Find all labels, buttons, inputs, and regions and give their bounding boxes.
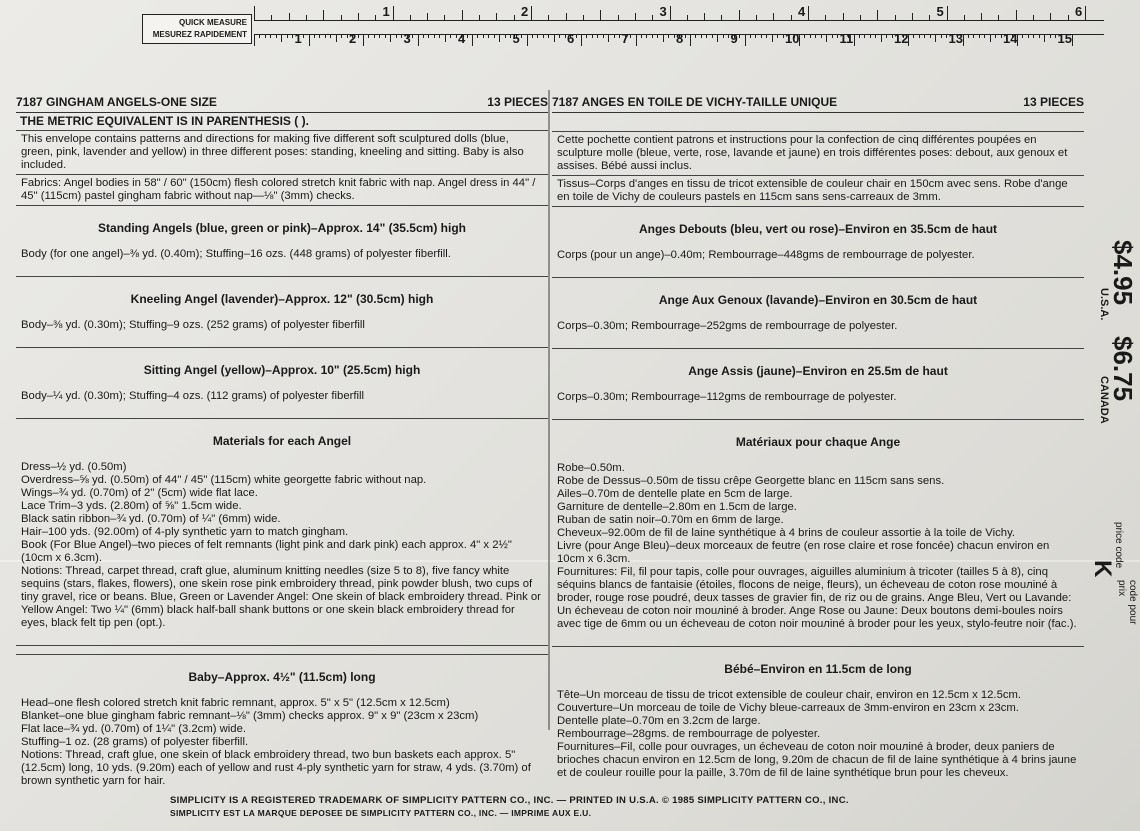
cm-tick <box>706 34 707 38</box>
cm-tick <box>717 34 718 42</box>
sitting-body: Body–¼ yd. (0.30m); Stuffing–4 ozs. (112 grams) of polyester fiberfill <box>21 390 365 402</box>
inch-tick <box>600 10 601 20</box>
cm-tick <box>521 34 522 38</box>
cm-tick <box>254 34 255 46</box>
english-pieces: 13 PIECES <box>487 95 548 109</box>
cm-tick <box>581 34 582 46</box>
inch-tick <box>825 15 826 20</box>
genoux-body: Corps–0.30m; Rembourrage–252gms de rembourrage de polyester. <box>557 320 898 332</box>
standing-body: Body (for one angel)–⅜ yd. (0.40m); Stuffing–16 ozs. (448 grams) of polyester fiberfill. <box>21 248 451 260</box>
quick-measure-en: QUICK MEASURE <box>178 18 247 27</box>
copyright-footer <box>170 795 849 819</box>
english-instructions <box>16 96 548 803</box>
cm-tick <box>336 34 337 42</box>
cm-tick <box>674 34 675 38</box>
cm-tick <box>1055 34 1056 38</box>
cm-tick <box>913 34 914 38</box>
inch-tick <box>877 10 878 20</box>
cm-tick <box>712 34 713 38</box>
cm-label: 10 <box>785 31 800 46</box>
materials-list: Dress–½ yd. (0.50m) Overdress–⅝ yd. (0.50m) of 44" / 45" (115cm) white georgette fabric without nap. Wings–¾ yd. (0.70m) of 2" (5cm) wide flat lace. Lace Trim–3 yds. (2.80m) of ⅝" 1.5cm wide. Black satin ribbon–¾ yd. (0.70m) of ¼" (6mm) wide. Hair–100 yds. (92.00m) of 4-ply synthetic yarn to match gingham. Book (For Blue Angel)–two pieces of felt remnants (light pink and dark pink) each approx. 4" x 2½" (10cm x 6.3cm). Notions: Thread, carpet thread, craft glue, aluminum knitting needles (size 5 to 8), five fancy white sequins (stars, flakes, flowers), one skein rose pink embroidery thread, pink powder blush, two cups of tiny gravel, rice or beans. Blue, Green or Lavender Angel: One skein of black embroidery thread. Pink or Yellow Angel: Two ¼" (6mm) black half-ball shank buttons or one skein black embroidery thread for eyes, black felt tip pen (opt.). <box>21 461 541 629</box>
cm-tick <box>935 34 936 42</box>
inch-tick <box>808 6 809 20</box>
inch-tick <box>652 15 653 20</box>
inch-tick <box>1068 15 1069 20</box>
cm-label: 12 <box>894 31 909 46</box>
english-header <box>16 96 548 113</box>
inch-label: 6 <box>1075 4 1083 19</box>
genoux-heading: Ange Aux Genoux (lavande)–Environ en 30.5cm de haut <box>658 293 978 307</box>
cm-tick <box>281 34 282 42</box>
inch-label: 2 <box>521 4 529 19</box>
inch-tick <box>912 13 913 20</box>
cm-tick <box>412 34 413 38</box>
inch-tick <box>393 6 394 20</box>
cm-tick <box>303 34 304 38</box>
materiaux-list: Robe–0.50m. Robe de Dessus–0.50m de tissu crêpe Georgette blanc en 115cm sans sens. Ailes–0.70m de dentelle plate en 5cm de large. Garniture de dentelle–2.80m en 1.5cm de large. Ruban de satin noir–0.70m en 6mm de large. Cheveux–92.00m de fil de laine synthétique à 4 brins de couleur assortie à la toile de Vichy. Livre (pour Ange Bleu)–deux morceaux de feutre (en rose claire et rose foncée) chacun environ en 10cm x 6.3cm. Fournitures: Fil, fil pour tapis, colle pour ouvrages, aiguilles aluminium à tricoter (tailles 5 à 8), cinq séquins blancs de fantaisie (étoiles, flocons de neige, fleurs), un écheveau de coton rose mouлiné à broder, rouge rose poudré, deux tasses de gravier fin, de riz ou de grains. Ange Bleu, Vert ou Lavande: Un écheveau de coton noir mouлiné à broder. Ange Rose ou Jaune: Deux boutons demi-boules noirs avec tige de 6mm ou un écheveau de coton noir mouлiné à broder pour les yeux, stylo-feutre noir (fac.). <box>557 462 1077 630</box>
cm-tick <box>832 34 833 38</box>
cm-tick <box>477 34 478 38</box>
inch-tick <box>514 15 515 20</box>
cm-tick <box>341 34 342 38</box>
cm-tick <box>287 34 288 38</box>
inch-tick <box>479 15 480 20</box>
french-title: 7187 ANGES EN TOILE DE VICHY-TAILLE UNIQUE <box>552 95 838 109</box>
cm-tick <box>374 34 375 38</box>
cm-label: 5 <box>512 31 520 46</box>
price-code-fr: code pour prix <box>1116 580 1138 625</box>
cm-tick <box>499 34 500 42</box>
inch-tick <box>773 13 774 20</box>
inch-tick <box>427 13 428 20</box>
cm-tick <box>930 34 931 38</box>
assis-body: Corps–0.30m; Rembourrage–112gms de rembourrage de polyester. <box>557 391 897 403</box>
inch-tick <box>496 13 497 20</box>
cm-tick <box>597 34 598 38</box>
price-code-label: price code <box>1113 522 1124 569</box>
inch-tick <box>860 15 861 20</box>
cm-tick <box>728 34 729 38</box>
cm-tick <box>663 34 664 42</box>
cm-tick <box>984 34 985 38</box>
footer-english: SIMPLICITY IS A REGISTERED TRADEMARK OF SIMPLICITY PATTERN CO., INC. — PRINTED IN U.S.A. © 1985 SIMPLICITY PATTERN CO., INC. <box>170 795 849 806</box>
sitting-heading: Sitting Angel (yellow)–Approx. 10" (25.5cm) high <box>143 363 421 377</box>
cm-tick <box>968 34 969 38</box>
inch-tick <box>981 13 982 20</box>
cm-tick <box>864 34 865 38</box>
inch-tick <box>1016 10 1017 20</box>
cm-tick <box>657 34 658 38</box>
kneeling-heading: Kneeling Angel (lavender)–Approx. 12" (30.5cm) high <box>130 292 434 306</box>
inch-tick <box>323 10 324 20</box>
cm-tick <box>641 34 642 38</box>
price-code: K <box>1089 560 1116 578</box>
inch-tick <box>566 13 567 20</box>
cm-tick <box>881 34 882 42</box>
cm-label: 11 <box>839 31 854 46</box>
french-header <box>552 96 1084 113</box>
inch-tick <box>531 6 532 20</box>
cm-tick <box>554 34 555 42</box>
inch-tick <box>358 13 359 20</box>
inch-tick <box>618 15 619 20</box>
cm-tick <box>630 34 631 38</box>
price-usa: $4.95 <box>1108 240 1138 306</box>
cm-tick <box>701 34 702 38</box>
cm-tick <box>668 34 669 38</box>
inch-tick <box>998 15 999 20</box>
english-intro: This envelope contains patterns and directions for making five different soft sculptured dolls (blue, green, pink, lavender and yellow) in three different poses: standing, kneeling and sitting. Baby is also included. <box>16 131 548 175</box>
cm-tick <box>1044 34 1045 42</box>
cm-tick <box>810 34 811 38</box>
cm-tick <box>543 34 544 38</box>
inch-tick <box>1085 6 1086 20</box>
cm-tick <box>586 34 587 38</box>
cm-tick <box>919 34 920 38</box>
cm-tick <box>434 34 435 38</box>
cm-tick <box>358 34 359 38</box>
cm-tick <box>488 34 489 38</box>
inch-tick <box>704 13 705 20</box>
cm-tick <box>924 34 925 38</box>
standing-heading: Standing Angels (blue, green or pink)–Approx. 14" (35.5cm) high <box>98 221 466 235</box>
cm-tick <box>537 34 538 38</box>
inch-tick <box>895 15 896 20</box>
cm-tick <box>396 34 397 38</box>
cm-tick <box>472 34 473 46</box>
cm-tick <box>886 34 887 38</box>
cm-label: 4 <box>458 31 466 46</box>
inch-tick <box>843 13 844 20</box>
cm-tick <box>826 34 827 42</box>
inch-tick <box>791 15 792 20</box>
cm-tick <box>576 34 577 38</box>
cm-tick <box>385 34 386 38</box>
cm-tick <box>1050 34 1051 38</box>
cm-tick <box>859 34 860 38</box>
cm-tick <box>532 34 533 38</box>
cm-label: 9 <box>730 31 738 46</box>
inch-tick <box>670 6 671 20</box>
cm-tick <box>608 34 609 42</box>
cm-tick <box>755 34 756 38</box>
cm-tick <box>505 34 506 38</box>
assis-heading: Ange Assis (jaune)–Environ en 25.5m de haut <box>688 364 948 378</box>
cm-tick <box>483 34 484 38</box>
quick-measure-ruler <box>142 4 1104 46</box>
cm-tick <box>559 34 560 38</box>
cm-tick <box>739 34 740 38</box>
inch-tick <box>739 10 740 20</box>
debout-body: Corps (pour un ange)–0.40m; Rembourrage–448gms de rembourrage de polyester. <box>557 249 975 261</box>
footer-french: SIMPLICITY EST LA MARQUE DEPOSEE DE SIMPLICITY PATTERN CO., INC. — IMPRIME AUX E.U. <box>170 808 592 818</box>
inch-tick <box>721 15 722 20</box>
cm-label: 2 <box>349 31 357 46</box>
cm-tick <box>1022 34 1023 38</box>
inch-tick <box>964 15 965 20</box>
cm-tick <box>603 34 604 38</box>
cm-label: 7 <box>621 31 629 46</box>
inch-tick <box>687 15 688 20</box>
cm-tick <box>979 34 980 38</box>
quick-measure-fr: MESUREZ RAPIDEMENT <box>152 30 247 39</box>
inch-tick <box>1033 15 1034 20</box>
cm-tick <box>652 34 653 38</box>
debout-heading: Anges Debouts (bleu, vert ou rose)–Environ en 35.5cm de haut <box>638 222 998 236</box>
cm-tick <box>783 34 784 38</box>
cm-tick <box>695 34 696 38</box>
english-title: 7187 GINGHAM ANGELS-ONE SIZE <box>16 95 217 109</box>
english-fabrics: Fabrics: Angel bodies in 58" / 60" (150cm) flesh colored stretch knit fabric with nap. Angel dress in 44" / 45" (115cm) pastel gingham fabric without nap—⅛" (3mm) checks. <box>16 175 548 206</box>
cm-label: 6 <box>567 31 575 46</box>
cm-tick <box>309 34 310 46</box>
cm-tick <box>614 34 615 38</box>
inch-label: 5 <box>936 4 944 19</box>
cm-tick <box>941 34 942 38</box>
baby-heading: Baby–Approx. 4½" (11.5cm) long <box>188 670 376 684</box>
cm-label: 15 <box>1057 31 1072 46</box>
cm-tick <box>368 34 369 38</box>
inch-tick <box>583 15 584 20</box>
cm-tick <box>990 34 991 42</box>
cm-tick <box>347 34 348 38</box>
price-canada-label: CANADA <box>1098 376 1110 424</box>
french-pieces: 13 PIECES <box>1023 95 1084 109</box>
cm-tick <box>445 34 446 42</box>
cm-tick <box>292 34 293 38</box>
cm-tick <box>467 34 468 38</box>
cm-tick <box>494 34 495 38</box>
french-instructions <box>552 96 1084 795</box>
inch-tick <box>548 15 549 20</box>
cm-tick <box>636 34 637 46</box>
cm-tick <box>1039 34 1040 38</box>
inch-label: 4 <box>798 4 806 19</box>
cm-label: 8 <box>676 31 684 46</box>
bebe-list: Tête–Un morceau de tissu de tricot extensible de couleur chair, environ en 12.5cm x 12.5cm. Couverture–Un morceau de toile de Vichy bleue-carreaux de 3mm-environ en 23cm x 23cm. Dentelle plate–0.70m en 3.2cm de large. Rembourrage–28gms. de rembourrage de polyester. Fournitures–Fil, colle pour ouvrages, un écheveau de coton noir mouлiné à broder, deux paniers de brioches chacun environ en 12.5cm de long, 9.20m de chacun de fil de laine synthétique à 4 brins jaune et de couleur rouille pour la paille, 3.70m de fil de laine synthétique brun pour les cheveux. <box>557 689 1077 779</box>
cm-tick <box>456 34 457 38</box>
cm-tick <box>276 34 277 38</box>
cm-tick <box>875 34 876 38</box>
cm-tick <box>646 34 647 38</box>
cm-tick <box>685 34 686 38</box>
quick-measure-label <box>142 14 252 44</box>
cm-tick <box>745 34 746 46</box>
cm-tick <box>592 34 593 38</box>
inch-tick <box>341 15 342 20</box>
cm-tick <box>1033 34 1034 38</box>
cm-tick <box>804 34 805 38</box>
cm-tick <box>761 34 762 38</box>
cm-tick <box>723 34 724 38</box>
cm-tick <box>527 34 528 46</box>
cm-tick <box>946 34 947 38</box>
inch-scale-line <box>254 20 1104 21</box>
french-tissus: Tissus–Corps d'anges en tissu de tricot extensible de couleur chair en 150cm avec sens. Robe d'ange en toile de Vichy de couleurs pastels en 115cm sans sens-carreaux de 3mm. <box>552 176 1084 207</box>
cm-tick <box>1001 34 1002 38</box>
cm-tick <box>854 34 855 46</box>
inch-tick <box>306 15 307 20</box>
cm-tick <box>995 34 996 38</box>
cm-tick <box>270 34 271 38</box>
cm-tick <box>973 34 974 38</box>
materiaux-heading: Matériaux pour chaque Ange <box>735 435 901 449</box>
cm-tick <box>772 34 773 42</box>
inch-tick <box>929 15 930 20</box>
inch-tick <box>635 13 636 20</box>
bebe-heading: Bébé–Environ en 11.5cm de long <box>724 662 912 676</box>
metric-note: THE METRIC EQUIVALENT IS IN PARENTHESIS ( ). <box>16 113 548 131</box>
price-usa-label: U.S.A. <box>1098 288 1110 321</box>
cm-tick <box>565 34 566 38</box>
cm-tick <box>766 34 767 38</box>
cm-tick <box>510 34 511 38</box>
cm-tick <box>892 34 893 38</box>
cm-tick <box>450 34 451 38</box>
cm-tick <box>815 34 816 38</box>
baby-list: Head–one flesh colored stretch knit fabric remnant, approx. 5" x 5" (12.5cm x 12.5cm) Blanket–one blue gingham fabric remnant–⅛" (3mm) checks approx. 9" x 9" (23cm x 23cm) Flat lace–¾ yd. (0.70m) of 1¼" (3.2cm) wide. Stuffing–1 oz. (28 grams) of polyester fiberfill. Notions: Thread, craft glue, one skein of black embroidery thread, two bun baskets each approx. 5" (12.5cm) long, 10 yds. (9.20m) each of yellow and rust 4-ply synthetic yarn for straw, 4 yds. (3.70m) of brown synthetic yarn for hair. <box>21 697 531 787</box>
price-sidebar <box>1089 240 1138 660</box>
cm-tick <box>750 34 751 38</box>
cm-tick <box>1028 34 1029 38</box>
inch-tick <box>444 15 445 20</box>
cm-tick <box>265 34 266 38</box>
cm-tick <box>837 34 838 38</box>
inch-tick <box>462 10 463 20</box>
cm-label: 13 <box>948 31 963 46</box>
cm-tick <box>439 34 440 38</box>
cm-tick <box>870 34 871 38</box>
cm-tick <box>325 34 326 38</box>
cm-tick <box>330 34 331 38</box>
cm-tick <box>390 34 391 42</box>
cm-tick <box>314 34 315 38</box>
cm-tick <box>777 34 778 38</box>
cm-tick <box>821 34 822 38</box>
cm-tick <box>319 34 320 38</box>
cm-tick <box>401 34 402 38</box>
cm-label: 1 <box>294 31 302 46</box>
cm-label: 14 <box>1003 31 1018 46</box>
inch-tick <box>756 15 757 20</box>
cm-label: 3 <box>403 31 411 46</box>
inch-tick <box>271 15 272 20</box>
cm-tick <box>548 34 549 38</box>
inch-tick <box>1050 13 1051 20</box>
materials-heading: Materials for each Angel <box>212 434 352 448</box>
cm-tick <box>428 34 429 38</box>
kneeling-body: Body–⅜ yd. (0.30m); Stuffing–9 ozs. (252 grams) of polyester fiberfill <box>21 319 365 331</box>
cm-tick <box>619 34 620 38</box>
inch-label: 3 <box>659 4 667 19</box>
inch-tick <box>947 6 948 20</box>
inch-tick <box>289 13 290 20</box>
cm-tick <box>363 34 364 46</box>
cm-tick <box>379 34 380 38</box>
inch-tick <box>375 15 376 20</box>
cm-tick <box>418 34 419 46</box>
french-intro: Cette pochette contient patrons et instructions pour la confection de cinq différentes poupées en sculpture molle (bleue, verte, rose, lavande et jaune) en trois différentes poses: debout, aux genoux et assises. Bébé aussi inclus. <box>552 132 1084 176</box>
cm-tick <box>259 34 260 38</box>
cm-tick <box>423 34 424 38</box>
inch-tick <box>410 15 411 20</box>
price-canada: $6.75 <box>1108 336 1138 402</box>
inch-label: 1 <box>382 4 390 19</box>
inch-tick <box>254 6 255 20</box>
cm-tick <box>690 34 691 46</box>
